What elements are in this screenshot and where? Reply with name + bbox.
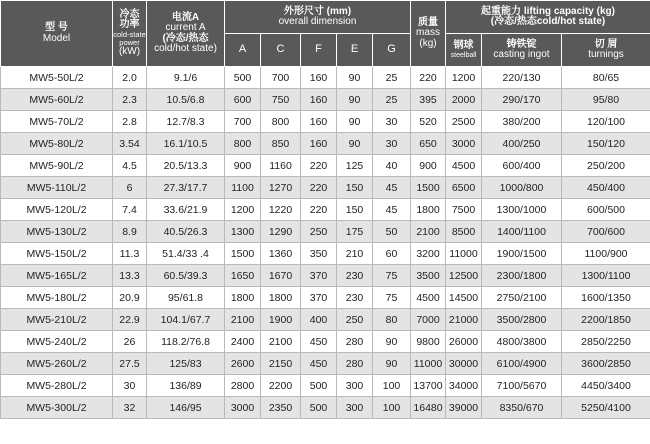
cell-g: 100	[373, 397, 411, 419]
cell-g: 80	[373, 309, 411, 331]
cell-c: 1670	[261, 265, 301, 287]
model-header	[1, 1, 113, 67]
cell-ingot: 380/200	[482, 111, 562, 133]
cell-power: 20.9	[113, 287, 147, 309]
cell-steel: 34000	[446, 375, 482, 397]
cell-c: 1360	[261, 243, 301, 265]
cell-e: 300	[337, 397, 373, 419]
cell-current: 125/83	[147, 353, 225, 375]
cell-steel: 1200	[446, 67, 482, 89]
table-row	[1, 287, 650, 309]
cell-mass: 650	[411, 133, 446, 155]
cell-power: 8.9	[113, 221, 147, 243]
cell-g: 50	[373, 221, 411, 243]
cell-a: 2800	[225, 375, 261, 397]
power-header	[113, 1, 147, 67]
cell-power: 30	[113, 375, 147, 397]
cell-mass: 220	[411, 67, 446, 89]
cell-steel: 4500	[446, 155, 482, 177]
cell-turnings: 1100/900	[562, 243, 650, 265]
cell-g: 75	[373, 287, 411, 309]
cell-c: 1290	[261, 221, 301, 243]
cell-current: 33.6/21.9	[147, 199, 225, 221]
cell-c: 2150	[261, 353, 301, 375]
cell-c: 2100	[261, 331, 301, 353]
cell-a: 700	[225, 111, 261, 133]
cell-current: 60.5/39.3	[147, 265, 225, 287]
cell-a: 1500	[225, 243, 261, 265]
power-header-unit: (kW)	[118, 45, 141, 57]
cell-e: 90	[337, 133, 373, 155]
cell-steel: 39000	[446, 397, 482, 419]
cell-c: 750	[261, 89, 301, 111]
power-header-en: cold-state power	[113, 29, 146, 47]
table-row	[1, 67, 650, 89]
cell-turnings: 600/500	[562, 199, 650, 221]
cell-f: 250	[301, 221, 337, 243]
cell-power: 2.8	[113, 111, 147, 133]
cell-f: 220	[301, 199, 337, 221]
cell-ingot: 400/250	[482, 133, 562, 155]
table-body	[1, 67, 650, 419]
current-header-en: current A	[165, 22, 206, 33]
cell-turnings: 1300/1100	[562, 265, 650, 287]
ingot-header	[482, 34, 562, 67]
cell-mass: 4500	[411, 287, 446, 309]
steelball-header-zh: 钢球	[453, 40, 474, 52]
cell-a: 2100	[225, 309, 261, 331]
cell-e: 300	[337, 375, 373, 397]
cell-g: 60	[373, 243, 411, 265]
cell-f: 220	[301, 155, 337, 177]
cell-model: MW5-260L/2	[1, 353, 113, 375]
cell-mass: 1500	[411, 177, 446, 199]
cell-f: 160	[301, 89, 337, 111]
cell-current: 104.1/67.7	[147, 309, 225, 331]
cell-f: 160	[301, 133, 337, 155]
cell-power: 2.3	[113, 89, 147, 111]
cell-turnings: 2200/1850	[562, 309, 650, 331]
cell-mass: 11000	[411, 353, 446, 375]
cell-mass: 9800	[411, 331, 446, 353]
ingot-header-en: casting ingot	[493, 49, 550, 60]
cell-e: 90	[337, 89, 373, 111]
current-header-zh2: (冷态/热态	[162, 32, 209, 44]
cell-c: 1220	[261, 199, 301, 221]
dim-col-g: G	[373, 34, 411, 67]
cell-f: 370	[301, 287, 337, 309]
turnings-header	[562, 34, 650, 67]
cell-c: 800	[261, 111, 301, 133]
cell-c: 1900	[261, 309, 301, 331]
cell-e: 280	[337, 331, 373, 353]
cell-f: 500	[301, 375, 337, 397]
cell-f: 500	[301, 397, 337, 419]
cell-g: 30	[373, 111, 411, 133]
dim-col-a: A	[225, 34, 261, 67]
mass-header	[411, 1, 446, 67]
cell-power: 6	[113, 177, 147, 199]
mass-header-en: mass	[416, 27, 440, 39]
cell-model: MW5-240L/2	[1, 331, 113, 353]
cell-model: MW5-90L/2	[1, 155, 113, 177]
cell-steel: 11000	[446, 243, 482, 265]
cell-f: 220	[301, 177, 337, 199]
cell-a: 1300	[225, 221, 261, 243]
turnings-header-zh: 切 屑	[594, 38, 618, 50]
cell-model: MW5-165L/2	[1, 265, 113, 287]
cell-e: 250	[337, 309, 373, 331]
cell-c: 850	[261, 133, 301, 155]
cell-mass: 13700	[411, 375, 446, 397]
mass-header-zh: 质量	[418, 16, 438, 28]
dim-col-f: F	[301, 34, 337, 67]
cell-power: 3.54	[113, 133, 147, 155]
cell-ingot: 1300/1000	[482, 199, 562, 221]
cell-ingot: 2750/2100	[482, 287, 562, 309]
cell-steel: 14500	[446, 287, 482, 309]
cell-f: 160	[301, 67, 337, 89]
cell-power: 13.3	[113, 265, 147, 287]
cell-turnings: 2850/2250	[562, 331, 650, 353]
cell-model: MW5-60L/2	[1, 89, 113, 111]
cell-mass: 395	[411, 89, 446, 111]
cell-g: 75	[373, 265, 411, 287]
cell-power: 32	[113, 397, 147, 419]
cell-mass: 1800	[411, 199, 446, 221]
table-row	[1, 353, 650, 375]
table-row	[1, 309, 650, 331]
cell-turnings: 80/65	[562, 67, 650, 89]
cell-model: MW5-300L/2	[1, 397, 113, 419]
cell-power: 27.5	[113, 353, 147, 375]
cell-current: 136/89	[147, 375, 225, 397]
cell-steel: 12500	[446, 265, 482, 287]
cell-mass: 900	[411, 155, 446, 177]
turnings-header-en: turnings	[588, 49, 624, 60]
cell-e: 150	[337, 177, 373, 199]
cell-model: MW5-130L/2	[1, 221, 113, 243]
cell-turnings: 700/600	[562, 221, 650, 243]
cell-g: 40	[373, 155, 411, 177]
cell-e: 90	[337, 111, 373, 133]
cell-power: 2.0	[113, 67, 147, 89]
cell-current: 146/95	[147, 397, 225, 419]
cell-ingot: 290/170	[482, 89, 562, 111]
cell-a: 1200	[225, 199, 261, 221]
cell-current: 20.5/13.3	[147, 155, 225, 177]
cell-g: 45	[373, 177, 411, 199]
cell-f: 450	[301, 331, 337, 353]
cell-turnings: 5250/4100	[562, 397, 650, 419]
cell-steel: 3000	[446, 133, 482, 155]
cell-e: 280	[337, 353, 373, 375]
cell-c: 1160	[261, 155, 301, 177]
capacity-header	[446, 1, 650, 34]
cell-mass: 2100	[411, 221, 446, 243]
cell-power: 7.4	[113, 199, 147, 221]
cell-model: MW5-280L/2	[1, 375, 113, 397]
steelball-header-en: steelball	[450, 51, 477, 59]
cell-model: MW5-120L/2	[1, 199, 113, 221]
table-row	[1, 331, 650, 353]
cell-steel: 7500	[446, 199, 482, 221]
cell-ingot: 4800/3800	[482, 331, 562, 353]
cell-a: 2400	[225, 331, 261, 353]
cell-c: 2350	[261, 397, 301, 419]
power-header-zh: 冷态 功率	[119, 8, 140, 31]
cell-steel: 6500	[446, 177, 482, 199]
cell-turnings: 250/200	[562, 155, 650, 177]
ingot-header-zh: 铸铁锭	[506, 38, 537, 50]
cell-power: 11.3	[113, 243, 147, 265]
cell-a: 900	[225, 155, 261, 177]
cell-current: 10.5/6.8	[147, 89, 225, 111]
cell-a: 2600	[225, 353, 261, 375]
table-row	[1, 111, 650, 133]
table-row	[1, 133, 650, 155]
cell-power: 4.5	[113, 155, 147, 177]
cell-turnings: 1600/1350	[562, 287, 650, 309]
cell-g: 30	[373, 133, 411, 155]
cell-a: 600	[225, 89, 261, 111]
cell-ingot: 2300/1800	[482, 265, 562, 287]
table-row	[1, 243, 650, 265]
cell-ingot: 1400/1100	[482, 221, 562, 243]
current-header-zh: 电流A	[171, 11, 200, 23]
cell-a: 1100	[225, 177, 261, 199]
cell-turnings: 3600/2850	[562, 353, 650, 375]
dimension-header-zh: 外形尺寸 (mm)	[283, 5, 352, 17]
cell-a: 3000	[225, 397, 261, 419]
table-row	[1, 221, 650, 243]
cell-c: 2200	[261, 375, 301, 397]
dimension-header-en: overall dimension	[278, 16, 357, 27]
cell-mass: 520	[411, 111, 446, 133]
cell-c: 1270	[261, 177, 301, 199]
cell-steel: 21000	[446, 309, 482, 331]
current-header-en2: cold/hot state)	[154, 43, 217, 54]
table-header	[1, 1, 650, 67]
cell-a: 800	[225, 133, 261, 155]
cell-current: 9.1/6	[147, 67, 225, 89]
cell-ingot: 8350/670	[482, 397, 562, 419]
cell-mass: 7000	[411, 309, 446, 331]
dimension-header	[225, 1, 411, 34]
cell-model: MW5-50L/2	[1, 67, 113, 89]
current-header	[147, 1, 225, 67]
cell-mass: 3200	[411, 243, 446, 265]
cell-f: 350	[301, 243, 337, 265]
cell-ingot: 1000/800	[482, 177, 562, 199]
cell-e: 125	[337, 155, 373, 177]
cell-ingot: 600/400	[482, 155, 562, 177]
dim-col-e: E	[337, 34, 373, 67]
cell-g: 25	[373, 67, 411, 89]
cell-ingot: 6100/4900	[482, 353, 562, 375]
cell-g: 100	[373, 375, 411, 397]
cell-g: 25	[373, 89, 411, 111]
model-header-zh: 型 号	[45, 22, 68, 33]
cell-ingot: 220/130	[482, 67, 562, 89]
cell-steel: 2500	[446, 111, 482, 133]
cell-g: 90	[373, 353, 411, 375]
cell-current: 118.2/76.8	[147, 331, 225, 353]
model-header-en: Model	[42, 32, 71, 44]
cell-e: 90	[337, 67, 373, 89]
cell-a: 1650	[225, 265, 261, 287]
cell-e: 210	[337, 243, 373, 265]
cell-a: 1800	[225, 287, 261, 309]
cell-f: 160	[301, 111, 337, 133]
cell-ingot: 1900/1500	[482, 243, 562, 265]
cell-g: 90	[373, 331, 411, 353]
cell-turnings: 120/100	[562, 111, 650, 133]
cell-current: 12.7/8.3	[147, 111, 225, 133]
table-row	[1, 89, 650, 111]
cell-c: 700	[261, 67, 301, 89]
cell-model: MW5-110L/2	[1, 177, 113, 199]
mass-header-unit: (kg)	[419, 37, 437, 49]
cell-a: 500	[225, 67, 261, 89]
cell-e: 230	[337, 265, 373, 287]
table-row	[1, 265, 650, 287]
cell-steel: 2000	[446, 89, 482, 111]
steelball-header	[446, 34, 482, 67]
cell-current: 95/61.8	[147, 287, 225, 309]
cell-e: 150	[337, 199, 373, 221]
table-row	[1, 155, 650, 177]
cell-power: 22.9	[113, 309, 147, 331]
cell-current: 16.1/10.5	[147, 133, 225, 155]
table-row	[1, 375, 650, 397]
capacity-header-state: (冷态/热态cold/hot state)	[490, 16, 606, 27]
cell-c: 1800	[261, 287, 301, 309]
table-row	[1, 199, 650, 221]
dim-col-c: C	[261, 34, 301, 67]
capacity-header-title: 起重能力 lifting capacity (kg)	[481, 5, 615, 17]
cell-turnings: 450/400	[562, 177, 650, 199]
cell-model: MW5-180L/2	[1, 287, 113, 309]
cell-f: 400	[301, 309, 337, 331]
cell-f: 450	[301, 353, 337, 375]
cell-current: 27.3/17.7	[147, 177, 225, 199]
cell-current: 40.5/26.3	[147, 221, 225, 243]
cell-ingot: 3500/2800	[482, 309, 562, 331]
cell-current: 51.4/33 .4	[147, 243, 225, 265]
cell-f: 370	[301, 265, 337, 287]
cell-steel: 8500	[446, 221, 482, 243]
cell-ingot: 7100/5670	[482, 375, 562, 397]
cell-steel: 30000	[446, 353, 482, 375]
cell-model: MW5-150L/2	[1, 243, 113, 265]
table-row	[1, 397, 650, 419]
cell-e: 175	[337, 221, 373, 243]
cell-model: MW5-210L/2	[1, 309, 113, 331]
cell-steel: 26000	[446, 331, 482, 353]
cell-turnings: 4450/3400	[562, 375, 650, 397]
cell-mass: 3500	[411, 265, 446, 287]
cell-turnings: 95/80	[562, 89, 650, 111]
cell-g: 45	[373, 199, 411, 221]
cell-e: 230	[337, 287, 373, 309]
cell-model: MW5-80L/2	[1, 133, 113, 155]
cell-power: 26	[113, 331, 147, 353]
cell-model: MW5-70L/2	[1, 111, 113, 133]
cell-turnings: 150/120	[562, 133, 650, 155]
cell-mass: 16480	[411, 397, 446, 419]
table-row	[1, 177, 650, 199]
